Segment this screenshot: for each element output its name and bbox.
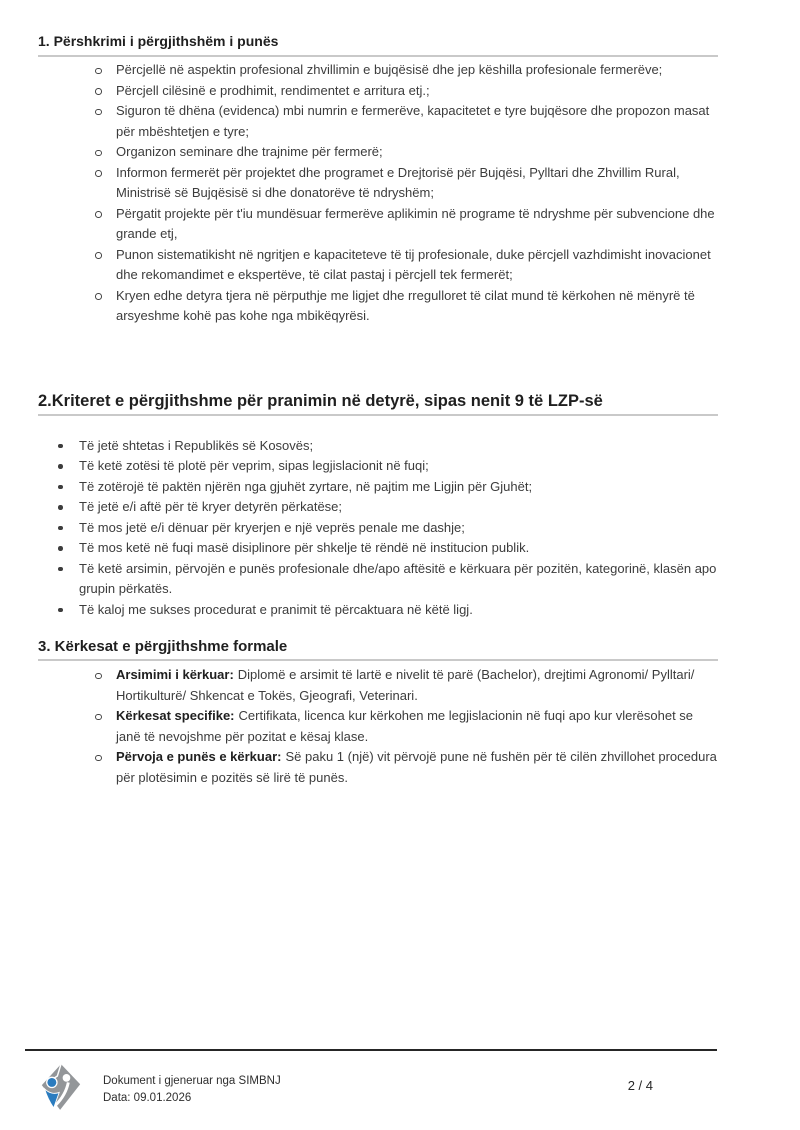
list-item-text: Të ketë arsimin, përvojën e punës profesionale dhe/apo aftësitë e kërkuara për pozitën, kategorinë, klasën apo grupin përkatës. xyxy=(79,560,717,596)
bullet-circle-icon xyxy=(95,101,116,115)
bullet-circle-icon xyxy=(95,60,116,74)
list-item-text: Të kaloj me sukses procedurat e pranimit të përcaktuara në këtë ligj. xyxy=(79,601,473,617)
list-item-text: Organizon seminare dhe trajnime për fermerë; xyxy=(116,144,383,159)
list-item-body: Certifikata, licenca kur kërkohen me legjislacionin në fuqi apo kur vlerësohet se janë të nevojshme për pozitat e kësaj klase. xyxy=(116,708,694,744)
bullet-circle-icon xyxy=(95,163,116,177)
document-page xyxy=(38,0,718,788)
section-2-list xyxy=(38,436,718,621)
list-item xyxy=(38,600,718,621)
list-item-body: Së paku 1 (një) vit përvojë pune në fushën për të cilën zhvillohet procedura për plotësimin e pozitës së lirë të punës. xyxy=(116,749,717,785)
list-item xyxy=(38,245,718,286)
bullet-circle-icon xyxy=(95,142,116,156)
list-item-text: Siguron të dhëna (evidenca) mbi numrin e fermerëve, kapacitetet e tyre bujqësore dhe propozon masat për mbështetjen e tyre; xyxy=(116,103,710,139)
list-item-text: Përgatit projekte për t'iu mundësuar fermerëve aplikimin në programe të ndryshme për subvencione dhe grande etj, xyxy=(116,205,715,241)
list-item xyxy=(38,477,718,498)
list-item-label: Kërkesat specifike: xyxy=(116,708,235,723)
list-item-text: Përcjell cilësinë e prodhimit, rendimentet e arritura etj.; xyxy=(116,82,430,98)
list-item-label: Përvoja e punës e kërkuar: xyxy=(116,749,282,764)
bullet-circle-icon xyxy=(95,706,116,720)
list-item xyxy=(38,81,718,102)
list-item-text xyxy=(116,706,718,747)
page-footer xyxy=(25,1049,717,1115)
list-item-text: Përcjellë në aspektin profesional zhvillimin e bujqësisë dhe jep këshilla profesionale fermerëve; xyxy=(116,62,663,77)
list-item-text: Të jetë e/i aftë për të kryer detyrën përkatëse; xyxy=(79,499,343,514)
list-item-text: Të zotërojë të paktën njërën nga gjuhët zyrtare, në pajtim me Ligjin për Gjuhët; xyxy=(79,478,533,494)
list-item xyxy=(38,665,718,706)
list-item xyxy=(38,538,718,559)
bullet-circle-icon xyxy=(95,81,116,95)
list-item xyxy=(38,559,718,600)
bullet-disc-icon xyxy=(58,436,79,449)
bullet-disc-icon xyxy=(58,456,79,469)
list-item-text: Kryen edhe detyra tjera në përputhje me ligjet dhe rregulloret të cilat mund të kërkohen në mënyrë të arsyeshme kohë pas kohe nga mbikëqyrësi. xyxy=(116,287,695,323)
section-2-heading: 2.Kriteret e përgjithshme për pranimin në detyrë, sipas nenit 9 të LZP-së xyxy=(38,391,718,416)
section-3-list xyxy=(38,665,718,788)
list-item xyxy=(38,436,718,457)
list-item-text: Punon sistematikisht në ngritjen e kapaciteteve të tij profesionale, duke përcjell vazhdimisht inovacionet dhe rekomandimet e ekspertëve, të cilat pastaj i përcjell tek fermerët; xyxy=(116,246,711,282)
list-item-text: Të mos jetë e/i dënuar për kryerjen e një veprës penale me dashje; xyxy=(79,519,465,535)
list-item xyxy=(38,163,718,204)
footer-date: Data: 09.01.2026 xyxy=(103,1092,192,1104)
section-1-heading: 1. Përshkrimi i përgjithshëm i punës xyxy=(38,33,718,57)
list-item-text: Të ketë zotësi të plotë për veprim, sipas legjislacionit në fuqi; xyxy=(79,458,429,473)
bullet-disc-icon xyxy=(58,559,79,572)
bullet-circle-icon xyxy=(95,665,116,679)
bullet-disc-icon xyxy=(58,600,79,613)
list-item-text: Informon fermerët për projektet dhe programet e Drejtorisë për Bujqësi, Pylltari dhe Zhvillim Rural, Ministrisë së Bujqësisë si dhe donatorëve të ndryshëm; xyxy=(116,164,680,200)
list-item-label: Arsimimi i kërkuar: xyxy=(116,667,234,682)
simbnj-logo-icon xyxy=(40,1064,82,1115)
list-item xyxy=(38,747,718,788)
list-item xyxy=(38,204,718,245)
list-item xyxy=(38,456,718,477)
bullet-disc-icon xyxy=(58,538,79,551)
bullet-circle-icon xyxy=(95,245,116,259)
bullet-disc-icon xyxy=(58,477,79,490)
section-3-heading: 3. Kërkesat e përgjithshme formale xyxy=(38,638,718,661)
list-item xyxy=(38,706,718,747)
list-item-text: Të jetë shtetas i Republikës së Kosovës; xyxy=(79,437,314,453)
bullet-circle-icon xyxy=(95,286,116,300)
list-item xyxy=(38,286,718,327)
list-item-text: Të mos ketë në fuqi masë disiplinore për shkelje të rëndë në institucion publik. xyxy=(79,540,530,555)
list-item-text xyxy=(116,665,718,706)
list-item xyxy=(38,142,718,163)
list-item xyxy=(38,518,718,539)
list-item xyxy=(38,60,718,81)
page-number: 2 / 4 xyxy=(627,1078,653,1093)
bullet-disc-icon xyxy=(58,518,79,531)
list-item xyxy=(38,101,718,142)
list-item xyxy=(38,497,718,518)
bullet-circle-icon xyxy=(95,747,116,761)
bullet-circle-icon xyxy=(95,204,116,218)
section-1-list xyxy=(38,60,718,327)
list-item-body: Diplomë e arsimit të lartë e nivelit të parë (Bachelor), drejtimi Agronomi/ Pylltari/ Hortikulturë/ Shkencat e Tokës, Gjeografi, Veterinari. xyxy=(116,667,695,703)
list-item-text xyxy=(116,747,718,788)
bullet-disc-icon xyxy=(58,497,79,510)
footer-generated-by: Dokument i gjeneruar nga SIMBNJ xyxy=(103,1075,281,1087)
footer-text xyxy=(103,1064,281,1107)
